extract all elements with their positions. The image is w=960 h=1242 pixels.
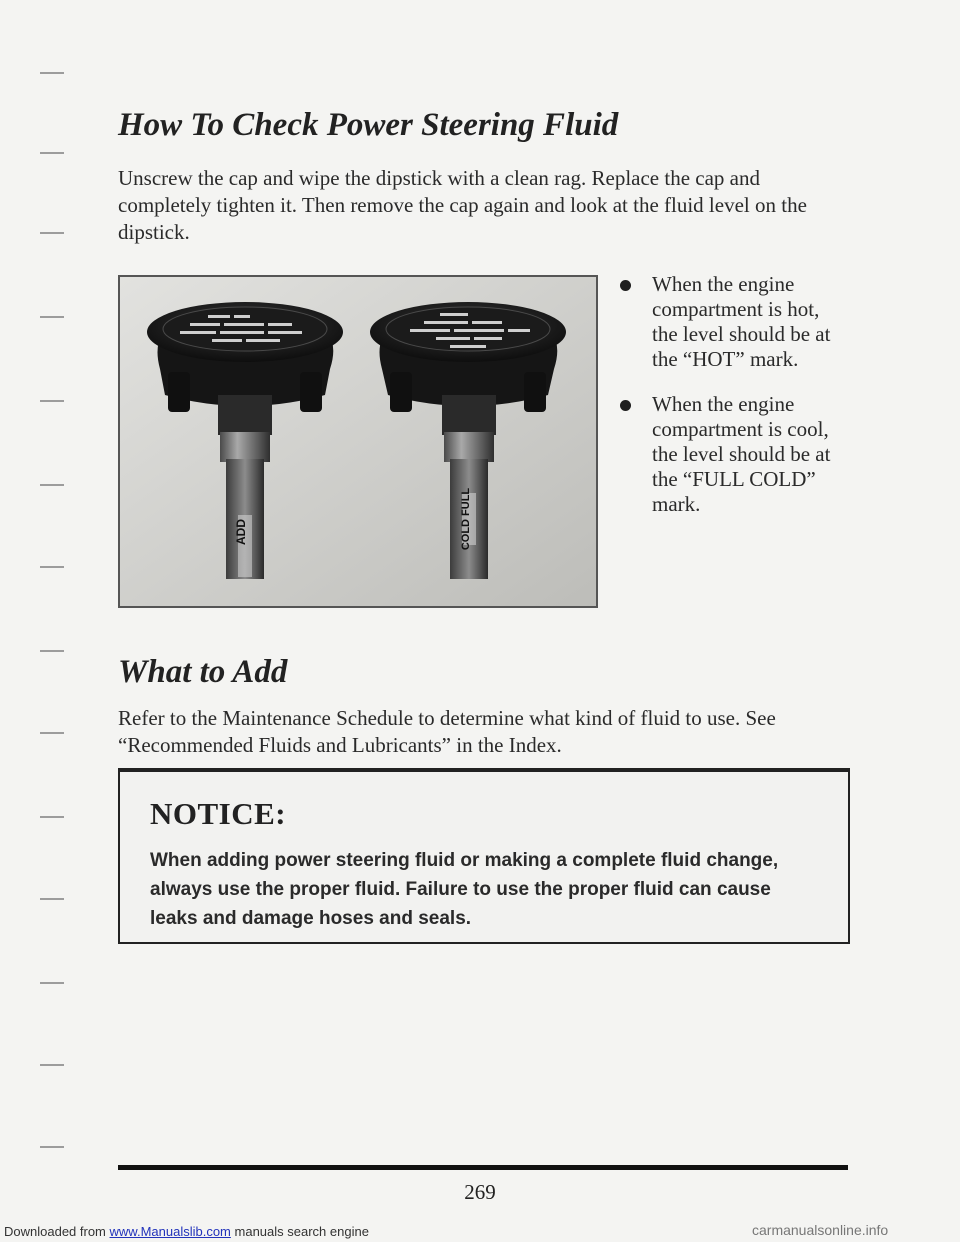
list-item: [620, 272, 850, 372]
dipstick-cold-full-label: COLD FULL: [460, 487, 472, 551]
download-footer: [4, 1224, 369, 1239]
section-title-check-fluid: How To Check Power Steering Fluid: [118, 107, 619, 143]
margin-tick: [40, 566, 64, 568]
margin-tick: [40, 650, 64, 652]
level-instructions-list: [620, 272, 850, 537]
list-item-text: When the engine compartment is hot, the level should be at the “HOT” mark.: [652, 272, 831, 371]
dipstick-caps-illustration: [120, 277, 596, 606]
footer-suffix: manuals search engine: [234, 1224, 369, 1239]
notice-box: [118, 768, 850, 944]
manualslib-link[interactable]: www.Manualslib.com: [109, 1224, 231, 1239]
margin-tick: [40, 400, 64, 402]
notice-body: When adding power steering fluid or making a complete fluid change, always use the proper fluid. Failure to use the proper fluid can cause leaks and damage hoses and seals.: [150, 850, 779, 929]
bullet-dot-icon: [620, 280, 631, 291]
what-to-add-paragraph: Refer to the Maintenance Schedule to determine what kind of fluid to use. See “Recommended Fluids and Lubricants” in the Index.: [118, 706, 776, 757]
margin-tick: [40, 72, 64, 74]
footer-rule: [118, 1165, 848, 1170]
dipstick-figure: [118, 275, 598, 608]
list-item-text: When the engine compartment is cool, the level should be at the “FULL COLD” mark.: [652, 392, 831, 516]
margin-tick: [40, 316, 64, 318]
intro-paragraph: Unscrew the cap and wipe the dipstick with a clean rag. Replace the cap and completely tighten it. Then remove the cap again and look at the fluid level on the dipstick.: [118, 166, 807, 244]
notice-heading: NOTICE:: [150, 796, 287, 831]
list-item: [620, 392, 850, 517]
margin-tick: [40, 1146, 64, 1148]
margin-tick: [40, 732, 64, 734]
footer-prefix: Downloaded from: [4, 1224, 106, 1239]
margin-tick: [40, 816, 64, 818]
dipstick-add-label: ADD: [234, 519, 248, 545]
margin-tick: [40, 898, 64, 900]
margin-tick: [40, 152, 64, 154]
bullet-dot-icon: [620, 400, 631, 411]
margin-tick: [40, 982, 64, 984]
page-number: 269: [464, 1180, 496, 1204]
margin-tick: [40, 484, 64, 486]
margin-tick: [40, 1064, 64, 1066]
watermark-text: carmanualsonline.info: [752, 1222, 889, 1238]
section-title-what-to-add: What to Add: [118, 654, 288, 690]
margin-tick: [40, 232, 64, 234]
